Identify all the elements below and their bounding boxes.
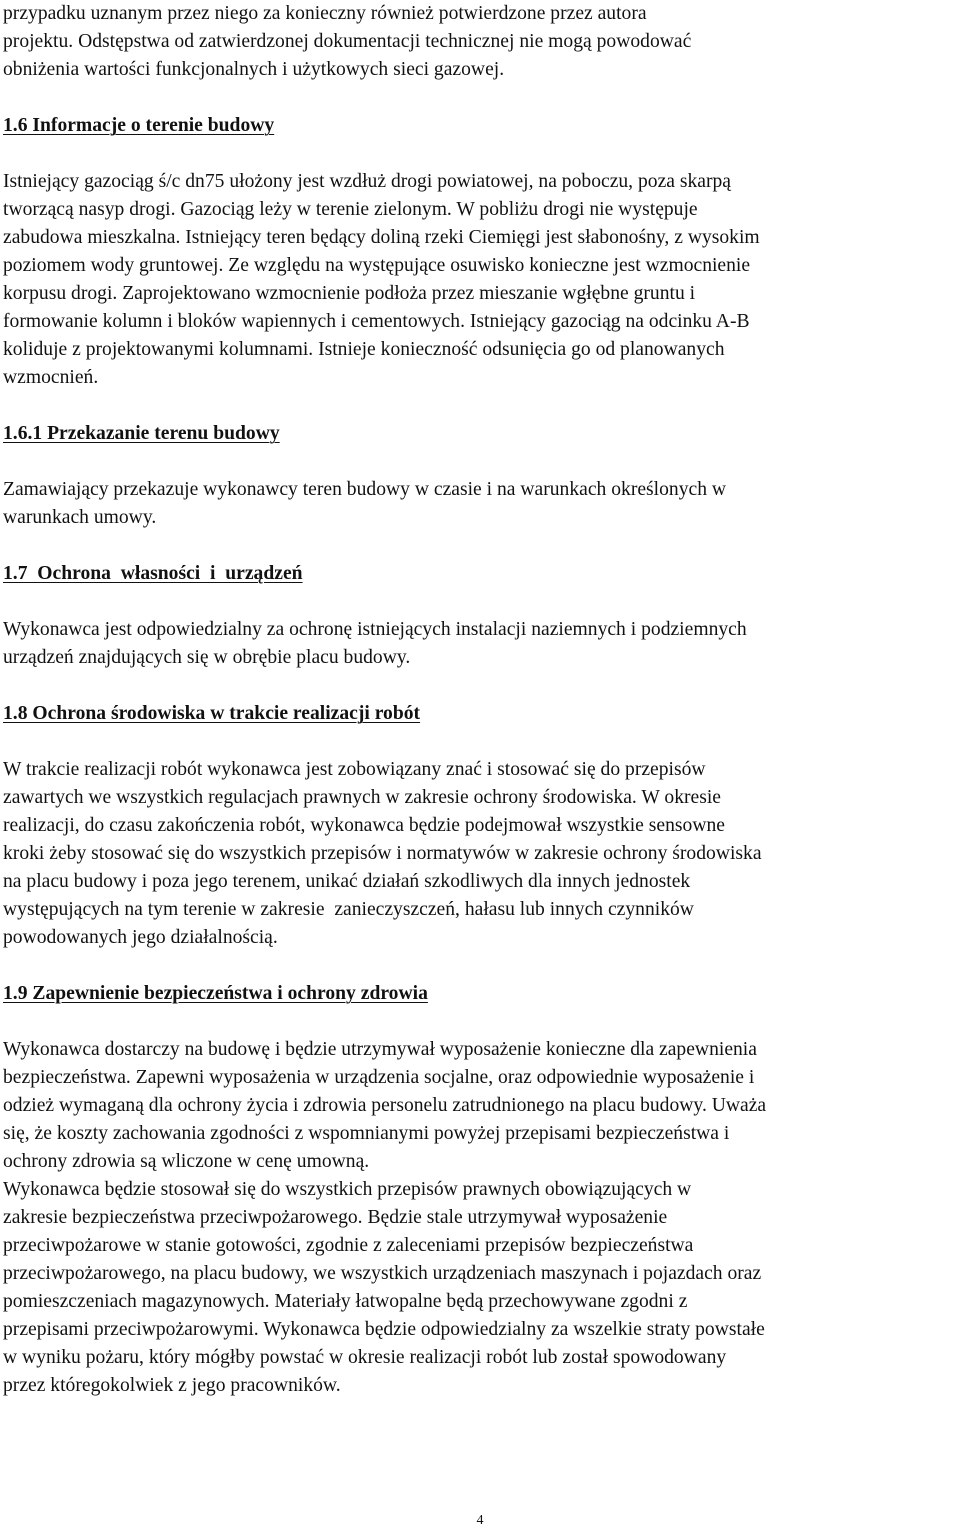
text-line: warunkach umowy. [3, 507, 157, 528]
section-paragraph-1-6-1 [3, 476, 953, 532]
section-heading-1-8: 1.8 Ochrona środowiska w trakcie realizacji robót [3, 703, 421, 724]
section-heading-1-6: 1.6 Informacje o terenie budowy [3, 115, 275, 136]
section-heading-1-7: 1.7 Ochrona własności i urządzeń [3, 563, 303, 584]
text-line: koliduje z projektowanymi kolumnami. Istnieje konieczność odsunięcia go od planowanych [3, 339, 725, 360]
text-line: na placu budowy i poza jego terenem, unikać działań szkodliwych dla innych jednostek [3, 871, 691, 892]
text-line: kroki żeby stosować się do wszystkich przepisów i normatywów w zakresie ochrony środowiska [3, 843, 762, 864]
text-line: wzmocnień. [3, 367, 99, 388]
text-line: się, że koszty zachowania zgodności z wspomnianymi powyżej przepisami bezpieczeństwa i [3, 1123, 730, 1144]
document-page [3, 0, 953, 1400]
text-line: pomieszczeniach magazynowych. Materiały łatwopalne będą przechowywane zgodni z [3, 1291, 688, 1312]
text-line: Zamawiający przekazuje wykonawcy teren budowy w czasie i na warunkach określonych w [3, 479, 727, 500]
text-line: przepisami przeciwpożarowymi. Wykonawca będzie odpowiedzialny za wszelkie straty powstałe [3, 1319, 765, 1340]
text-line: Wykonawca jest odpowiedzialny za ochronę istniejących instalacji naziemnych i podziemnych [3, 619, 747, 640]
text-line: przez któregokolwiek z jego pracowników. [3, 1375, 341, 1396]
section-paragraph-1-7 [3, 616, 953, 672]
text-line: zawartych we wszystkich regulacjach prawnych w zakresie ochrony środowiska. W okresie [3, 787, 721, 808]
text-line: korpusu drogi. Zaprojektowano wzmocnienie podłoża przez mieszanie wgłębne gruntu i [3, 283, 696, 304]
text-line: realizacji, do czasu zakończenia robót, wykonawca będzie podejmował wszystkie sensowne [3, 815, 725, 836]
text-line: zabudowa mieszkalna. Istniejący teren będący doliną rzeki Ciemięgi jest słabonośny, z wysokim [3, 227, 760, 248]
text-line: obniżenia wartości funkcjonalnych i użytkowych sieci gazowej. [3, 59, 505, 80]
text-line: W trakcie realizacji robót wykonawca jest zobowiązany znać i stosować się do przepisów [3, 759, 706, 780]
intro-paragraph [3, 0, 953, 84]
text-line: występujących na tym terenie w zakresie zanieczyszczeń, hałasu lub innych czynników [3, 899, 694, 920]
section-paragraph-1-8 [3, 756, 953, 952]
text-line: przeciwpożarowego, na placu budowy, we wszystkich urządzeniach maszynach i pojazdach oraz [3, 1263, 762, 1284]
text-line: tworzącą nasyp drogi. Gazociąg leży w terenie zielonym. W pobliżu drogi nie występuje [3, 199, 698, 220]
text-line: projektu. Odstępstwa od zatwierdzonej dokumentacji technicznej nie mogą powodować [3, 31, 692, 52]
text-line: w wyniku pożaru, który mógłby powstać w okresie realizacji robót lub został spowodowany [3, 1347, 727, 1368]
text-line: zakresie bezpieczeństwa przeciwpożarowego. Będzie stale utrzymywał wyposażenie [3, 1207, 668, 1228]
text-line: formowanie kolumn i bloków wapiennych i cementowych. Istniejący gazociąg na odcinku A-B [3, 311, 750, 332]
page-number: 4 [476, 1513, 484, 1528]
text-line: Istniejący gazociąg ś/c dn75 ułożony jest wzdłuż drogi powiatowej, na poboczu, poza skarpą [3, 171, 732, 192]
text-line: bezpieczeństwa. Zapewni wyposażenia w urządzenia socjalne, oraz odpowiednie wyposażenie i [3, 1067, 755, 1088]
text-line: Wykonawca dostarczy na budowę i będzie utrzymywał wyposażenie konieczne dla zapewnienia [3, 1039, 757, 1060]
section-heading-1-6-1: 1.6.1 Przekazanie terenu budowy [3, 423, 280, 444]
text-line: powodowanych jego działalnością. [3, 927, 278, 948]
text-line: poziomem wody gruntowej. Ze względu na występujące osuwisko konieczne jest wzmocnienie [3, 255, 751, 276]
section-paragraph-1-6 [3, 168, 953, 392]
section-paragraph-1-9 [3, 1036, 953, 1400]
section-heading-1-9: 1.9 Zapewnienie bezpieczeństwa i ochrony zdrowia [3, 983, 428, 1004]
text-line: urządzeń znajdujących się w obrębie placu budowy. [3, 647, 411, 668]
text-line: przypadku uznanym przez niego za konieczny również potwierdzone przez autora [3, 3, 647, 24]
text-line: ochrony zdrowia są wliczone w cenę umowną. [3, 1151, 370, 1172]
text-line: odzież wymaganą dla ochrony życia i zdrowia personelu zatrudnionego na placu budowy. Uważa [3, 1095, 767, 1116]
text-line: przeciwpożarowe w stanie gotowości, zgodnie z zaleceniami przepisów bezpieczeństwa [3, 1235, 694, 1256]
text-line: Wykonawca będzie stosował się do wszystkich przepisów prawnych obowiązujących w [3, 1179, 692, 1200]
